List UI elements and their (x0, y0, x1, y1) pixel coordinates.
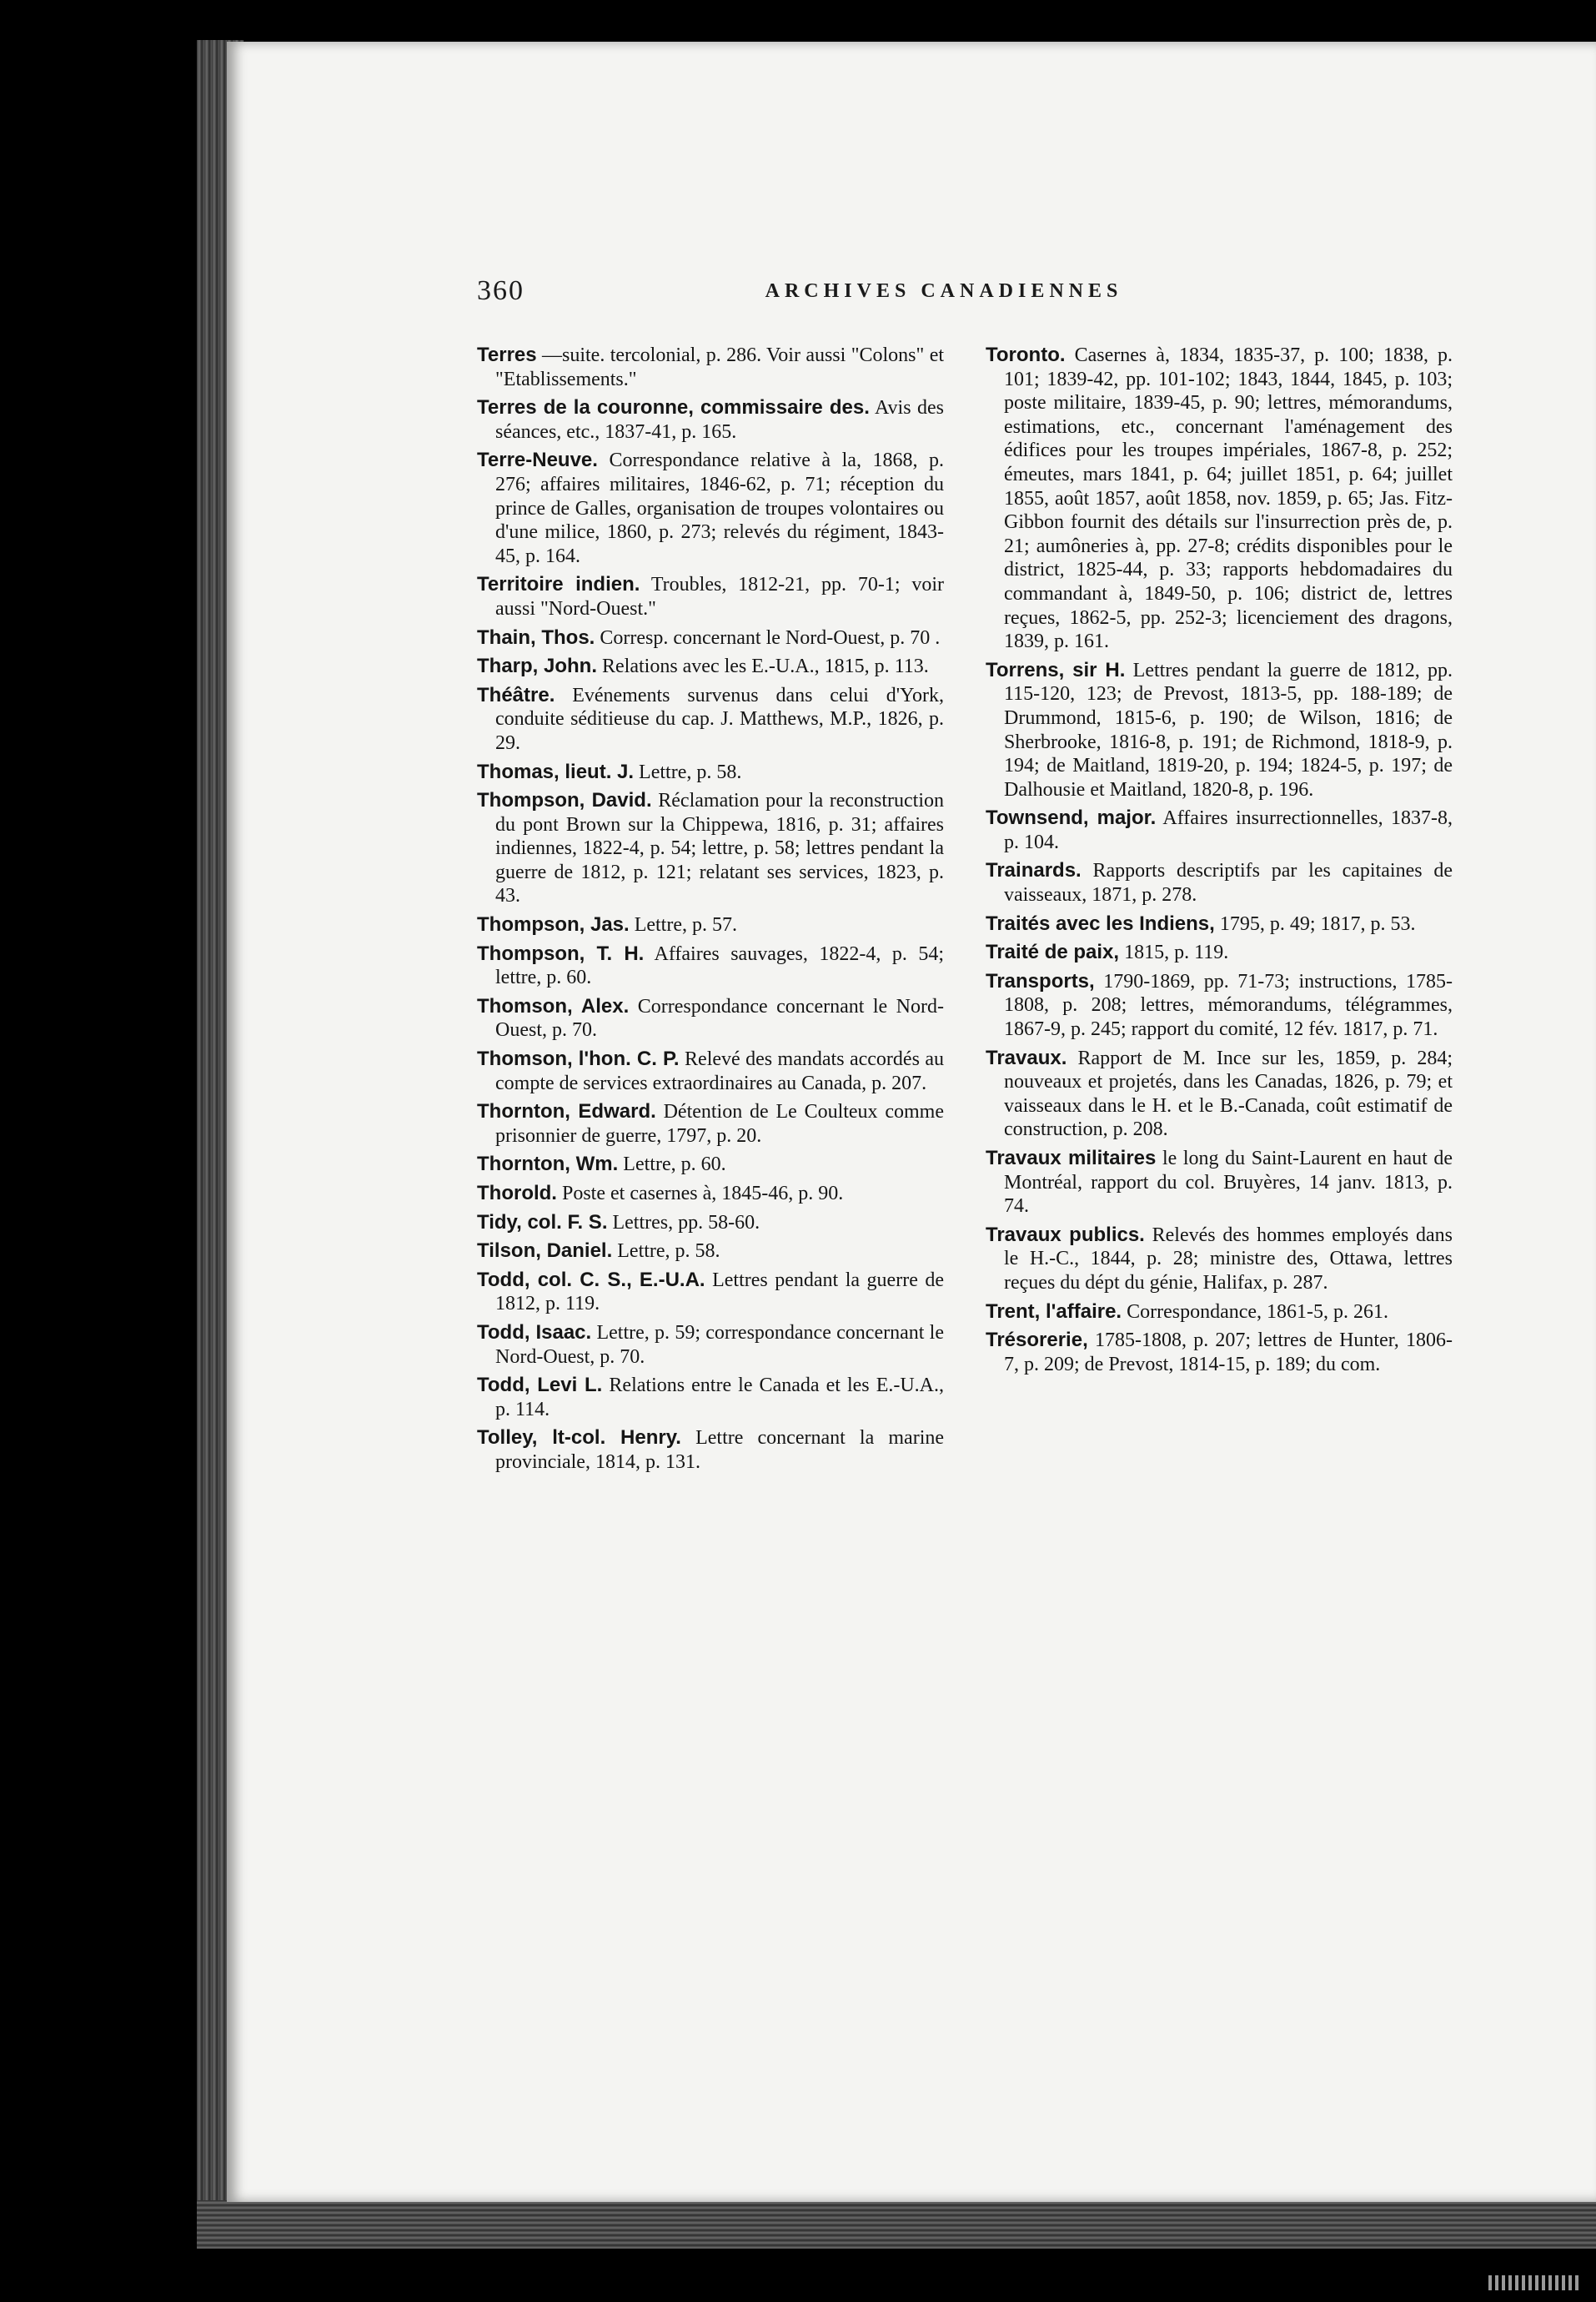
entry-term: Territoire indien. (477, 573, 640, 596)
entry-text: 1785-1808, p. 207; lettres de Hunter, 1806-7, p. 209; de Prevost, 1814-15, p. 189; du com. (1004, 1329, 1453, 1375)
running-title: ARCHIVES CANADIENNES (765, 280, 1123, 302)
entry-term: Thorold. (477, 1182, 557, 1204)
entry-term: Transports, (986, 969, 1095, 993)
entry-term: Toronto. (986, 344, 1066, 366)
entry-text: Poste et casernes à, 1845-46, p. 90. (561, 1183, 844, 1204)
entry-term: Thompson, T. H. (477, 942, 645, 965)
index-entry (986, 659, 1453, 802)
entry-term: Tilson, Daniel. (477, 1239, 613, 1263)
entry-text: 1795, p. 49; 1817, p. 53. (1219, 912, 1416, 935)
entry-term: Traités avec les Indiens, (986, 912, 1215, 935)
index-entry (477, 655, 944, 679)
entry-text: Relations avec les E.-U.A., 1815, p. 113. (602, 656, 929, 678)
index-entry (986, 941, 1453, 965)
entry-term: Townsend, major. (986, 807, 1157, 830)
entry-term: Trainards. (986, 859, 1082, 882)
index-entry (477, 1153, 944, 1177)
entry-text: Rapport de M. Ince sur les, 1859, p. 284; nouveaux et projetés, dans les Canadas, 1826, p. 79; et vaisseaux dans le H. et le B.-Canada, coût estimatif de construction, p. 208. (1004, 1047, 1453, 1141)
index-entry (477, 626, 944, 651)
index-column-right (986, 344, 1453, 1381)
entry-text: Relevés des hommes employés dans le H.-C., 1844, p. 28; ministre des, Ottawa, lettres reçues du dépt du génie, Halifax, p. 287. (1004, 1224, 1453, 1294)
entry-text: —suite. tercolonial, p. 286. Voir aussi "Colons" et "Etablissements." (495, 344, 945, 390)
entry-text: Détention de Le Coulteux comme prisonnier de guerre, 1797, p. 20. (495, 1101, 944, 1147)
entry-term: Travaux. (986, 1046, 1067, 1069)
entry-term: Terres de la couronne, commissaire des. (477, 396, 870, 420)
entry-term: Traité de paix, (986, 941, 1120, 964)
entry-term: Terres (477, 344, 537, 366)
entry-text: Avis des séances, etc., 1837-41, p. 165. (495, 397, 944, 443)
entry-text: Lettres pendant la guerre de 1812, pp. 115-120, 123; de Prevost, 1813-5, pp. 188-189; de Drummond, 1815-6, p. 190; de Wilson, 1816; de Sherbrooke, 1816-8, p. 191; de Richmond, 1818-9, p. 194; de Maitland, 1819-20, p. 194; 1824-5, p. 197; de Dalhousie et Maitland, 1820-8, p. 196. (1004, 659, 1453, 801)
entry-text: Evénements survenus dans celui d'York, conduite séditieuse du cap. J. Matthews, M.P., 1826, p. 29. (495, 684, 944, 754)
entry-term: Théâtre. (477, 683, 555, 706)
entry-term: Todd, col. C. S., E.-U.A. (477, 1268, 705, 1291)
index-entry (986, 807, 1453, 854)
index-entry (986, 1224, 1453, 1295)
index-entry (477, 942, 944, 990)
entry-text: Réclamation pour la reconstruction du pont Brown sur la Chippewa, 1816, p. 31; affaires indiennes, 1822-4, p. 54; lettre, p. 58; lettres pendant la guerre de 1812, p. 121; relatant ses services, 1823, p. 43. (495, 790, 945, 907)
entry-term: Thompson, David. (477, 789, 652, 812)
entry-text: Affaires insurrectionnelles, 1837-8, p. 104. (1004, 807, 1453, 853)
entry-term: Thornton, Wm. (477, 1153, 619, 1176)
index-entry (477, 1239, 944, 1264)
entry-text: Correspondance concernant le Nord-Ouest, p. 70. (495, 995, 944, 1042)
index-entry (477, 1100, 944, 1148)
index-entry (986, 344, 1453, 654)
entry-term: Trent, l'affaire. (986, 1299, 1122, 1323)
page-number: 360 (477, 275, 524, 306)
index-entry (477, 913, 944, 937)
index-entry (477, 1211, 944, 1235)
index-entry (477, 1321, 944, 1369)
entry-term: Torrens, sir H. (986, 658, 1126, 681)
entry-text: 1815, p. 119. (1124, 942, 1229, 964)
entry-text: Lettre, p. 59; correspondance concernant le Nord-Ouest, p. 70. (495, 1321, 945, 1368)
entry-text: Affaires sauvages, 1822-4, p. 54; lettre, p. 60. (495, 942, 944, 989)
index-entry (477, 684, 944, 756)
entry-term: Tharp, John. (477, 655, 597, 678)
index-entry (477, 1269, 944, 1316)
book-bottom-edges (197, 2200, 1596, 2249)
index-entry (986, 1300, 1453, 1324)
index-entry (477, 761, 944, 785)
entry-term: Thomas, lieut. J. (477, 760, 635, 783)
entry-term: Travaux publics. (986, 1223, 1145, 1246)
entry-term: Todd, Levi L. (477, 1374, 603, 1397)
scan-corner-mark (1488, 2275, 1580, 2290)
index-column-left (477, 344, 944, 1480)
index-entry (477, 1374, 944, 1421)
index-entry (477, 1182, 944, 1206)
index-entry (477, 573, 944, 621)
entry-text: Lettre, p. 60. (623, 1154, 726, 1176)
entry-term: Thomson, Alex. (477, 994, 630, 1018)
entry-text: Troubles, 1812-21, pp. 70-1; voir aussi "Nord-Ouest." (495, 574, 945, 620)
entry-text: Correspondance, 1861-5, p. 261. (1127, 1300, 1389, 1323)
index-entry (477, 995, 944, 1043)
entry-text: Lettres, pp. 58-60. (612, 1211, 760, 1234)
entry-term: Trésorerie, (986, 1329, 1088, 1352)
entry-term: Thompson, Jas. (477, 913, 630, 937)
entry-text: Relations entre le Canada et les E.-U.A., p. 114. (495, 1375, 945, 1420)
index-entry (986, 1147, 1453, 1219)
entry-term: Thornton, Edward. (477, 1100, 656, 1123)
index-entry (477, 1048, 944, 1095)
entry-text: Lettre concernant la marine provinciale, 1814, p. 131. (495, 1427, 945, 1473)
entry-text: Casernes à, 1834, 1835-37, p. 100; 1838, p. 101; 1839-42, pp. 101-102; 1843, 1844, 1845, p. 103; poste militaire, 1839-45, p. 90; lettres, mémorandums, estimations, etc., concernant l'aménagement des édifices pour les troupes impériales, 1867-8, p. 252; émeutes, mars 1841, p. 64; juillet 1851, p. 64; juillet 1855, août 1857, août 1858, nov. 1859, p. 65; Jas. Fitz-Gibbon fournit des détails sur l'insurrection près de, p. 21; aumôneries à, pp. 27-8; crédits disponibles pour le district, 1825-44, p. 33; rapports hebdomadaires du commandant à, 1849-50, p. 106; district de, lettres reçues, 1862-5, pp. 252-3; licenciement des dragons, 1839, p. 161. (1004, 344, 1453, 653)
entry-term: Tolley, lt-col. Henry. (477, 1426, 681, 1450)
index-entry (477, 1426, 944, 1474)
index-entry (477, 789, 944, 908)
entry-term: Travaux militaires (986, 1147, 1157, 1169)
index-entry (986, 970, 1453, 1042)
entry-term: Todd, Isaac. (477, 1320, 592, 1344)
page-header (477, 275, 1461, 309)
entry-text: Corresp. concernant le Nord-Ouest, p. 70 . (600, 626, 941, 649)
index-entry (477, 396, 944, 444)
entry-text: Relevé des mandats accordés au compte de services extraordinaires au Canada, p. 207. (495, 1048, 945, 1094)
index-entry (986, 1329, 1453, 1376)
entry-text: Lettres pendant la guerre de 1812, p. 119. (495, 1269, 945, 1315)
entry-text: Lettre, p. 58. (617, 1240, 720, 1263)
entry-text: le long du Saint-Laurent en haut de Montréal, rapport du col. Bruyères, 14 janv. 1813, p. 74. (1004, 1148, 1453, 1218)
entry-text: 1790-1869, pp. 71-73; instructions, 1785-1808, p. 208; lettres, mémorandums, télégrammes, 1867-9, p. 245; rapport du comité, 12 fév. 1817, p. 71. (1004, 970, 1453, 1041)
entry-term: Thomson, l'hon. C. P. (477, 1048, 680, 1071)
entry-term: Thain, Thos. (477, 626, 595, 649)
index-entry (477, 344, 944, 391)
entry-text: Lettre, p. 58. (639, 761, 742, 783)
entry-text: Correspondance relative à la, 1868, p. 276; affaires militaires, 1846-62, p. 71; réception du prince de Galles, organisation de troupes volontaires ou d'une milice, 1860, p. 273; relevés du régiment, 1843-45, p. 164. (495, 450, 944, 567)
index-entry (986, 912, 1453, 937)
entry-text: Rapports descriptifs par les capitaines de vaisseaux, 1871, p. 278. (1004, 860, 1453, 907)
index-entry (477, 449, 944, 568)
entry-term: Tidy, col. F. S. (477, 1210, 608, 1234)
index-entry (986, 859, 1453, 907)
entry-term: Terre-Neuve. (477, 449, 598, 472)
index-entry (986, 1047, 1453, 1142)
entry-text: Lettre, p. 57. (634, 914, 737, 937)
